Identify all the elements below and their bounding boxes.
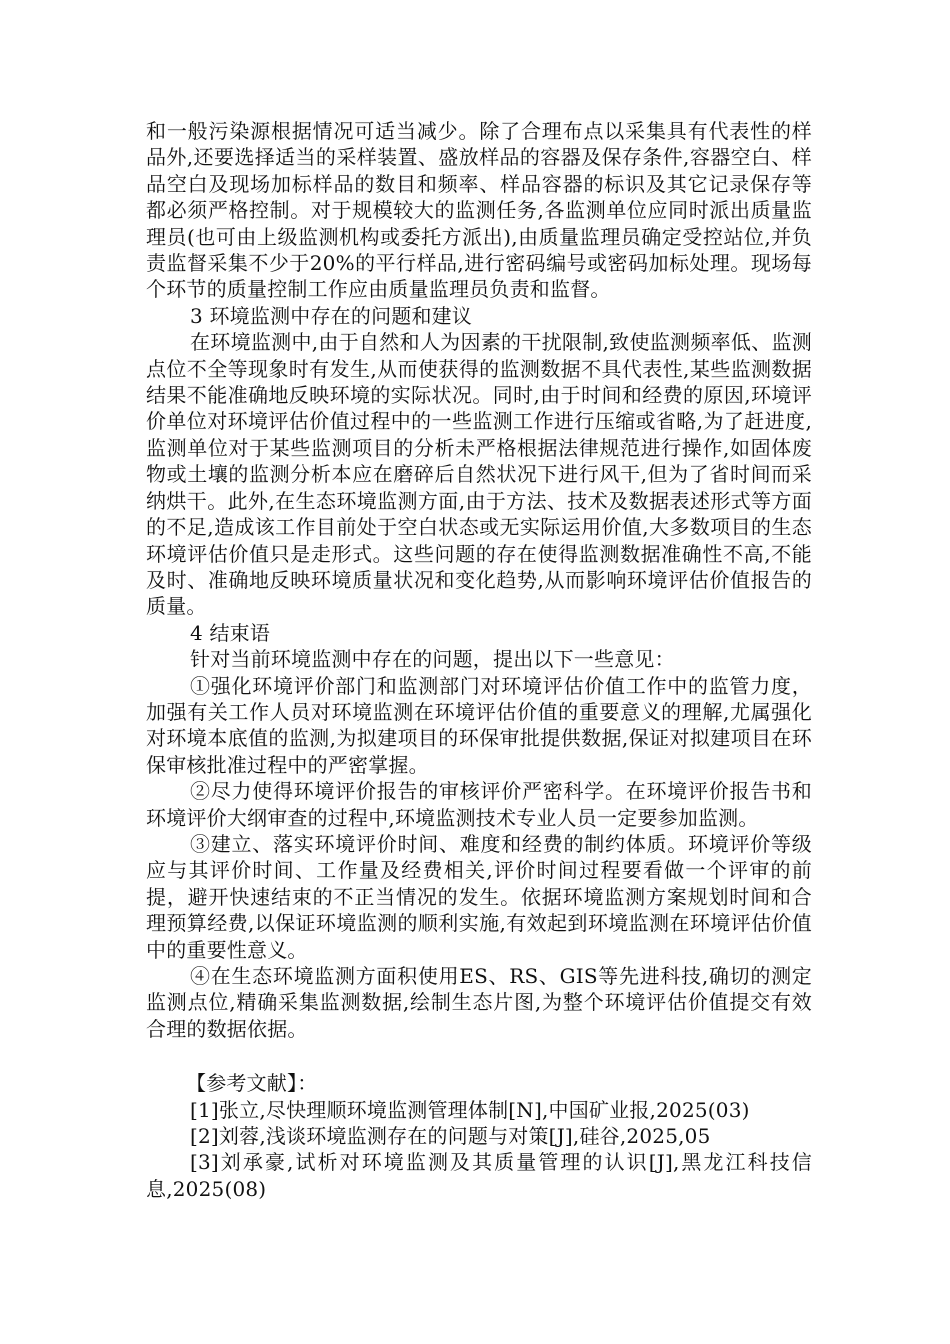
section-heading-3: 3 环境监测中存在的问题和建议 bbox=[190, 303, 473, 328]
reference-item: [2]刘蓉,浅谈环境监测存在的问题与对策[J],硅谷,2025,05 bbox=[190, 1124, 711, 1149]
paragraph-intro-suggestions: 针对当前环境监测中存在的问题，提出以下一些意见： bbox=[190, 647, 675, 672]
references-heading: 【参考文献】： bbox=[186, 1071, 318, 1096]
reference-item: [3]刘承豪,试析对环境监测及其质量管理的认识[J],黑龙江科技信息,2025(08) bbox=[146, 1150, 812, 1201]
paragraph-problems: 在环境监测中,由于自然和人为因素的干扰限制,致使监测频率低、监测点位不全等现象时有发生,从而使获得的监测数据不具代表性,某些监测数据结果不能准确地反映环境的实际状况。同时,由于时间和经费的原因,环境评价单位对环境评估价值过程中的一些监测工作进行压缩或省略,为了赶进度,监测单位对于某些监测项目的分析未严格根据法律规范进行操作,如固体废物或土壤的监测分析本应在磨碎后自然状况下进行风干,但为了省时间而采纳烘干。此外,在生态环境监测方面,由于方法、技术及数据表述形式等方面的不足,造成该工作目前处于空白状态或无实际运用价值,大多数项目的生态环境评估价值只是走形式。这些问题的存在使得监测数据准确性不高,不能及时、准确地反映环境质量状况和变化趋势,从而影响环境评估价值报告的质量。 bbox=[146, 330, 812, 619]
paragraph-suggestion-4: ④在生态环境监测方面积使用ES、RS、GIS等先进科技,确切的测定监测点位,精确采集监测数据,绘制生态片图,为整个环境评估价值提交有效合理的数据依据。 bbox=[146, 964, 812, 1041]
paragraph-suggestion-1: ①强化环境评价部门和监测部门对环境评估价值工作中的监管力度，加强有关工作人员对环境监测在环境评估价值的重要意义的理解,尤属强化对环境本底值的监测,为拟建项目的环保审批提供数据,保证对拟建项目在环保审核批准过程中的严密掌握。 bbox=[146, 673, 812, 777]
paragraph-suggestion-2: ②尽力使得环境评价报告的审核评价严密科学。在环境评价报告书和环境评价大纲审查的过程中,环境监测技术专业人员一定要参加监测。 bbox=[146, 779, 812, 830]
reference-item: [1]张立,尽快理顺环境监测管理体制[N],中国矿业报,2025(03) bbox=[190, 1097, 750, 1122]
document-page bbox=[146, 118, 812, 1202]
references-section bbox=[146, 1070, 812, 1202]
paragraph-continued: 和一般污染源根据情况可适当减少。除了合理布点以采集具有代表性的样品外,还要选择适当的采样装置、盛放样品的容器及保存条件,容器空白、样品空白及现场加标样品的数目和频率、样品容器的标识及其它记录保存等都必须严格控制。对于规模较大的监测任务,各监测单位应同时派出质量监理员(也可由上级监测机构或委托方派出),由质量监理员确定受控站位,并负责监督采集不少于20%的平行样品,进行密码编号或密码加标处理。现场每个环节的质量控制工作应由质量监理员负责和监督。 bbox=[146, 119, 812, 302]
paragraph-suggestion-3: ③建立、落实环境评价时间、难度和经费的制约体质。环境评价等级应与其评价时间、工作量及经费相关,评价时间过程要看做一个评审的前提，避开快速结束的不正当情况的发生。依据环境监测方案规划时间和合理预算经费,以保证环境监测的顺利实施,有效起到环境监测在环境评估价值中的重要性意义。 bbox=[146, 831, 812, 962]
section-heading-4: 4 结束语 bbox=[190, 620, 271, 645]
